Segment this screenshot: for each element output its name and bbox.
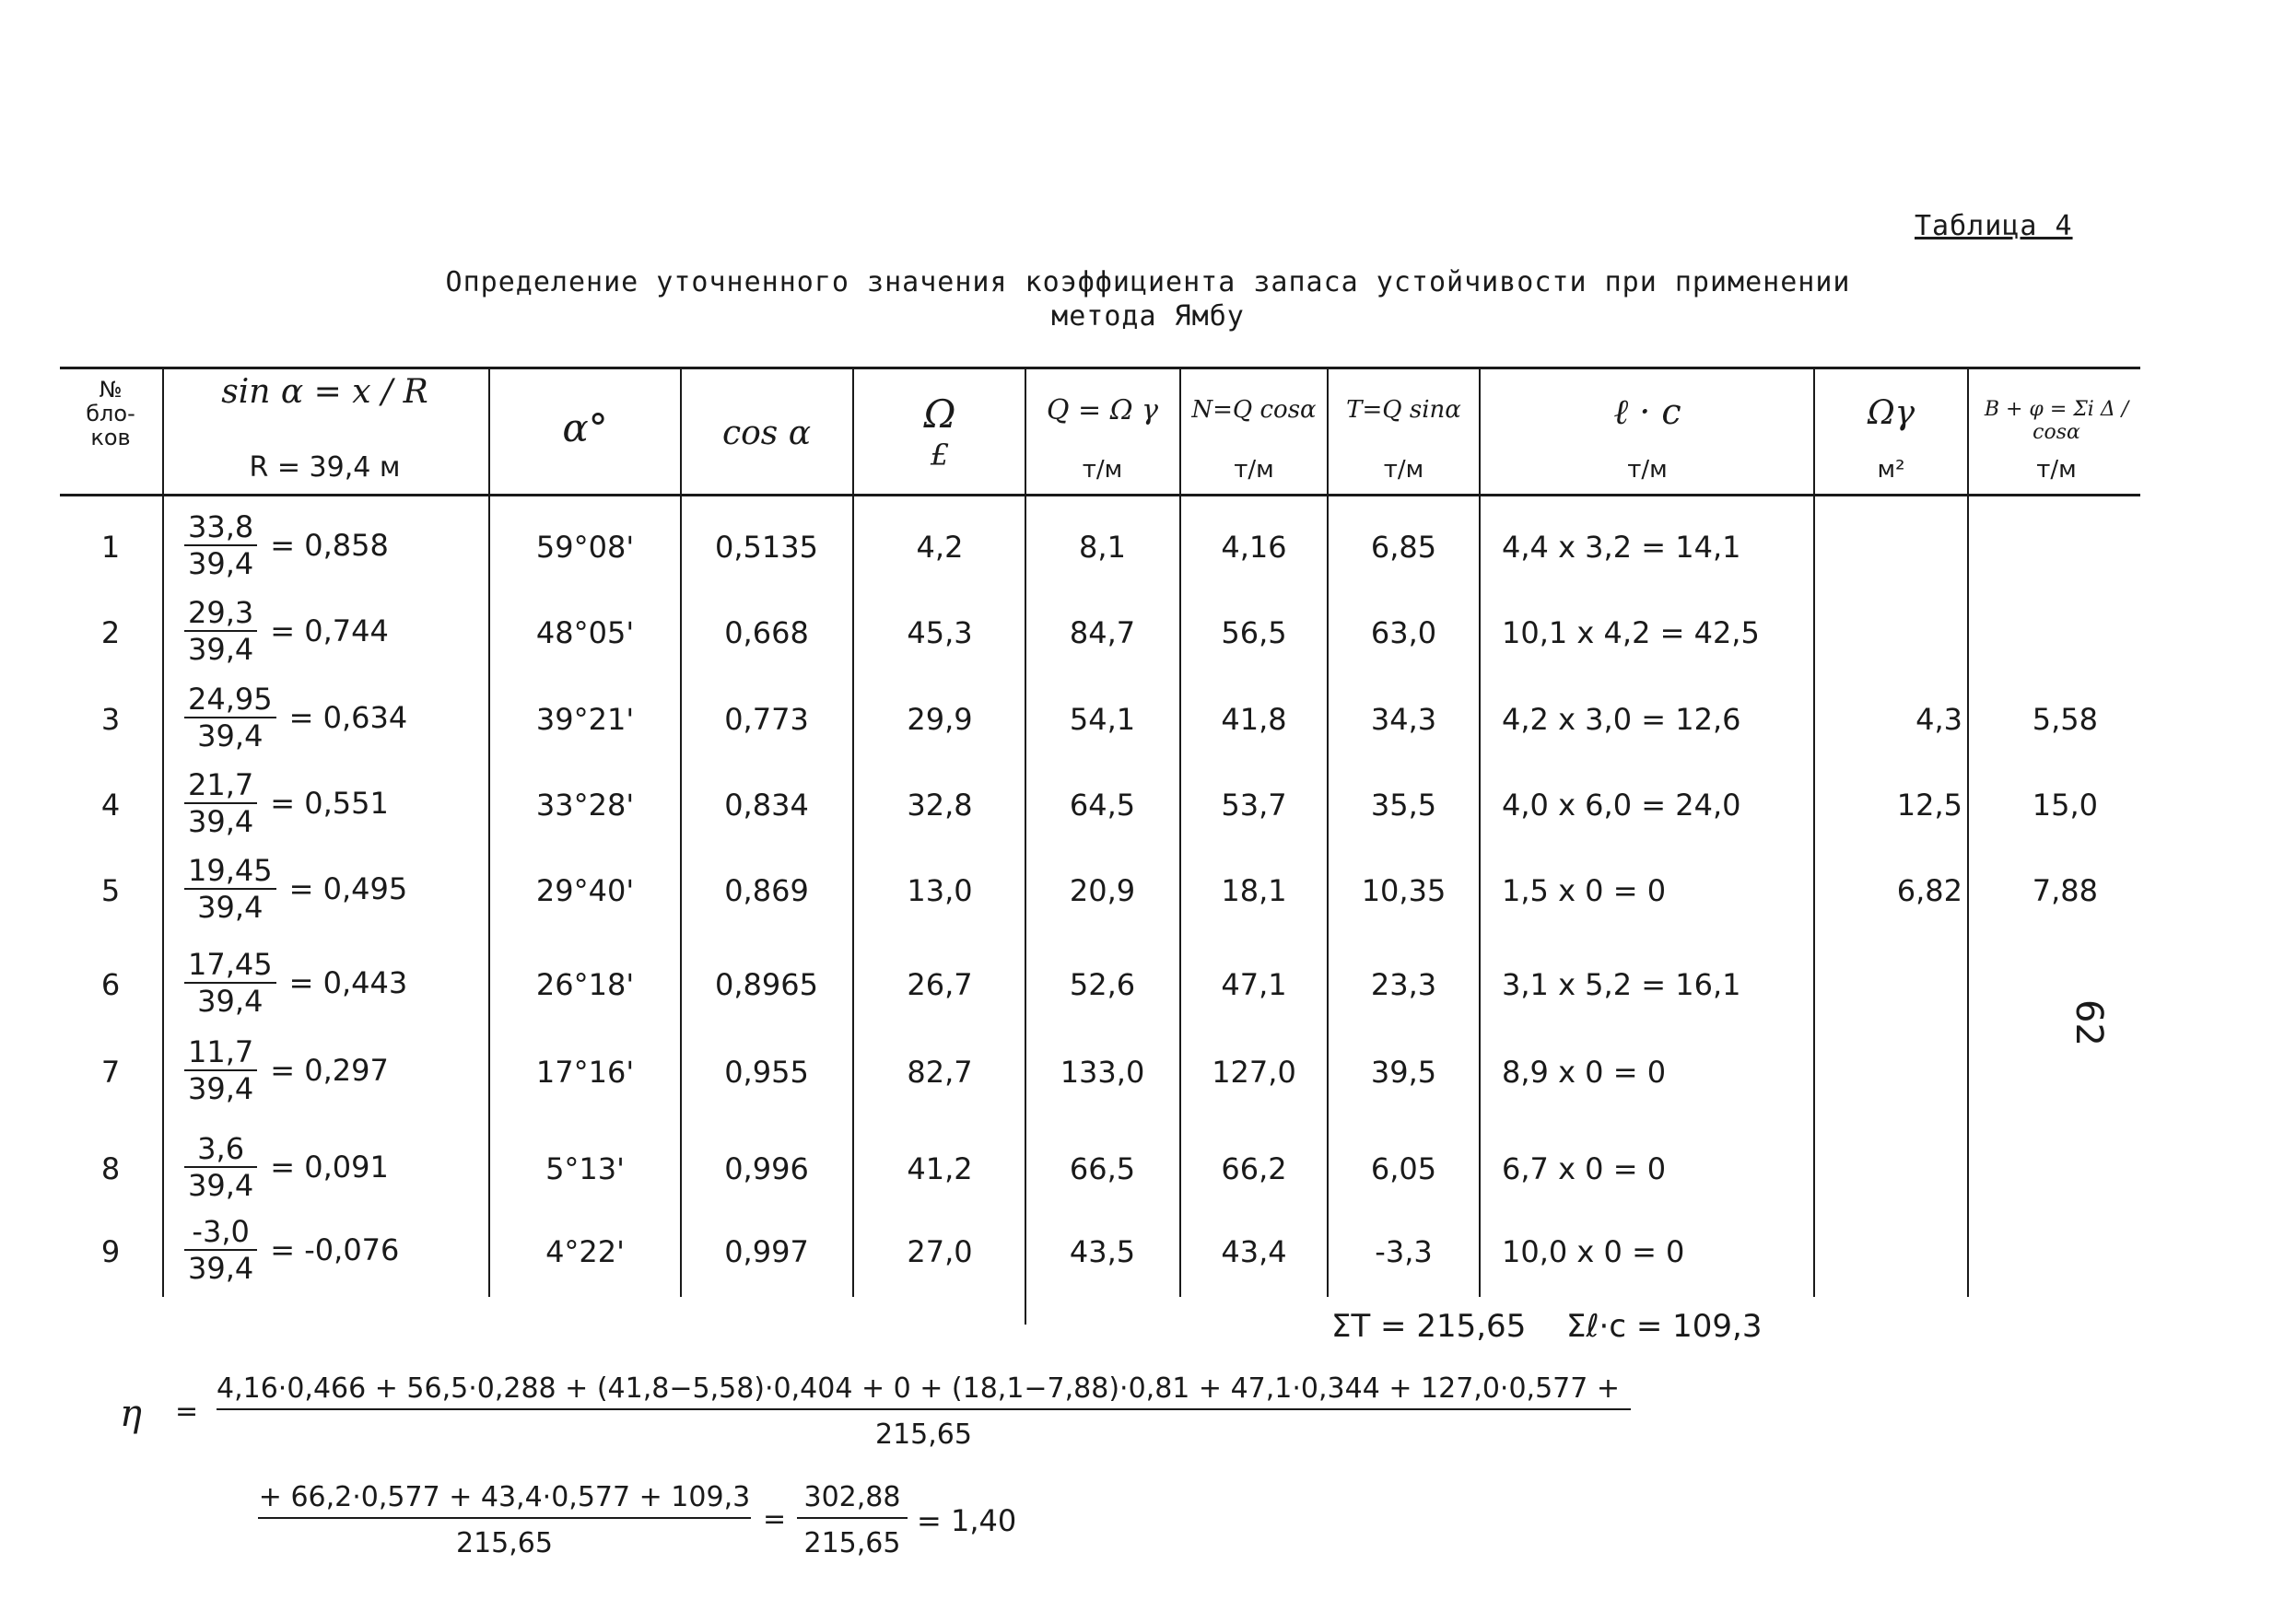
formula-denominator-1: 215,65	[875, 1418, 972, 1451]
col-divider	[1813, 367, 1815, 1297]
col-divider	[162, 367, 164, 1297]
sin-numerator: 19,45	[184, 853, 276, 890]
formula-numerator-2: + 66,2·0,577 + 43,4·0,577 + 109,3	[258, 1481, 751, 1519]
sin-value: = 0,297	[270, 1053, 389, 1088]
sin-denominator: 39,4	[188, 632, 254, 667]
sin-denominator: 39,4	[197, 890, 264, 925]
header-radius: R = 39,4 м	[249, 451, 401, 484]
sin-fraction	[184, 1034, 257, 1106]
cell-omega: 29,9	[907, 702, 973, 737]
sin-numerator: -3,0	[184, 1214, 257, 1251]
cell-og: 4,3	[1915, 702, 1962, 737]
sin-fraction	[184, 682, 276, 753]
formula-eq-2: =	[763, 1503, 787, 1535]
sin-fraction	[184, 853, 276, 925]
sin-denominator: 39,4	[188, 1251, 254, 1286]
sin-numerator: 3,6	[184, 1131, 257, 1168]
cell-lc: 10,0 x 0 = 0	[1502, 1234, 1685, 1269]
sin-value: = 0,091	[270, 1150, 389, 1185]
cell-nq: 66,2	[1221, 1151, 1287, 1186]
cell-n: 8	[100, 1151, 121, 1186]
cell-nq: 47,1	[1221, 967, 1287, 1002]
sin-denominator: 39,4	[188, 546, 254, 581]
cell-t: 10,35	[1361, 873, 1447, 908]
header-n-unit: т/м	[1234, 456, 1274, 484]
cell-omega: 13,0	[907, 873, 973, 908]
col-divider	[1967, 367, 1969, 1297]
header-block-number: № бло- ков	[86, 377, 135, 450]
formula-result: = 1,40	[917, 1503, 1017, 1538]
header-n: N=Q cosα	[1191, 396, 1317, 424]
header-lc: ℓ · c	[1613, 391, 1681, 432]
header-omega-sub: £	[930, 438, 950, 473]
table-title: Определение уточненного значения коэффициента запаса устойчивости при применении	[445, 266, 1851, 298]
cell-n: 9	[100, 1234, 121, 1269]
cell-t: 35,5	[1370, 788, 1437, 823]
sin-numerator: 33,8	[184, 509, 257, 546]
cell-nq: 41,8	[1221, 702, 1287, 737]
cell-n: 6	[100, 967, 121, 1002]
cell-lc: 3,1 x 5,2 = 16,1	[1502, 967, 1741, 1002]
cell-omega: 41,2	[907, 1151, 973, 1186]
cell-t: 6,05	[1370, 1151, 1437, 1186]
cell-cos: 0,773	[724, 702, 809, 737]
cell-t: 39,5	[1370, 1055, 1437, 1090]
cell-t: -3,3	[1375, 1234, 1433, 1269]
cell-omega: 82,7	[907, 1055, 973, 1090]
cell-n: 3	[100, 702, 121, 737]
cell-n: 7	[100, 1055, 121, 1090]
sin-fraction	[184, 595, 257, 667]
header-q-unit: т/м	[1082, 456, 1123, 484]
sin-value: = 0,551	[270, 786, 389, 821]
cell-q: 54,1	[1069, 702, 1136, 737]
cell-b: 15,0	[2032, 788, 2098, 823]
cell-cos: 0,955	[724, 1055, 809, 1090]
cell-q: 64,5	[1069, 788, 1136, 823]
cell-nq: 18,1	[1221, 873, 1287, 908]
cell-omega: 32,8	[907, 788, 973, 823]
cell-alpha: 26°18'	[535, 967, 635, 1002]
col-divider	[488, 367, 490, 1297]
sin-value: = 0,443	[288, 965, 408, 1000]
cell-t: 34,3	[1370, 702, 1437, 737]
sin-denominator: 39,4	[197, 718, 264, 753]
sin-fraction	[184, 947, 276, 1019]
sin-numerator: 29,3	[184, 595, 257, 632]
header-omega: Ω	[923, 391, 956, 437]
cell-b: 7,88	[2032, 873, 2098, 908]
page-number: 62	[2068, 999, 2110, 1046]
cell-t: 6,85	[1370, 530, 1437, 565]
sin-numerator: 17,45	[184, 947, 276, 984]
sin-fraction	[184, 1131, 257, 1203]
header-b-phi-unit: т/м	[2036, 456, 2077, 484]
cell-omega: 45,3	[907, 615, 973, 650]
cell-cos: 0,869	[724, 873, 809, 908]
cell-alpha: 5°13'	[545, 1151, 625, 1186]
formula-result-numerator: 302,88	[797, 1481, 908, 1519]
sin-denominator: 39,4	[197, 984, 264, 1019]
header-omega-gamma-unit: м²	[1877, 456, 1905, 484]
cell-og: 12,5	[1896, 788, 1962, 823]
cell-cos: 0,834	[724, 788, 809, 823]
cell-b: 5,58	[2032, 702, 2098, 737]
cell-sin	[184, 853, 407, 925]
cell-n: 5	[100, 873, 121, 908]
header-q: Q = Ω γ	[1046, 394, 1159, 426]
header-omega-gamma: Ωγ	[1867, 394, 1915, 432]
sin-value: = 0,858	[270, 528, 389, 563]
cell-cos: 0,996	[724, 1151, 809, 1186]
cell-alpha: 59°08'	[535, 530, 635, 565]
cell-lc: 1,5 x 0 = 0	[1502, 873, 1667, 908]
cell-lc: 4,4 x 3,2 = 14,1	[1502, 530, 1741, 565]
cell-n: 4	[100, 788, 121, 823]
cell-n: 2	[100, 615, 121, 650]
cell-sin	[184, 1214, 399, 1286]
cell-alpha: 39°21'	[535, 702, 635, 737]
cell-sin	[184, 767, 389, 839]
sin-fraction	[184, 509, 257, 581]
cell-alpha: 29°40'	[535, 873, 635, 908]
cell-alpha: 4°22'	[545, 1234, 625, 1269]
cell-q: 8,1	[1079, 530, 1126, 565]
sin-fraction	[184, 1214, 257, 1286]
header-t: T=Q sinα	[1346, 396, 1461, 424]
cell-nq: 43,4	[1221, 1234, 1287, 1269]
cell-q: 43,5	[1069, 1234, 1136, 1269]
formula-result-denominator: 215,65	[803, 1527, 901, 1559]
sin-numerator: 24,95	[184, 682, 276, 718]
col-divider	[680, 367, 682, 1297]
cell-lc: 8,9 x 0 = 0	[1502, 1055, 1667, 1090]
cell-cos: 0,8965	[715, 967, 818, 1002]
formula-eq: =	[175, 1395, 199, 1428]
cell-omega: 26,7	[907, 967, 973, 1002]
table-subtitle: метода Ямбу	[1051, 300, 1245, 333]
table-header-rule	[60, 494, 2140, 496]
formula-denominator-2: 215,65	[456, 1527, 553, 1559]
cell-alpha: 33°28'	[535, 788, 635, 823]
cell-cos: 0,5135	[715, 530, 818, 565]
sin-numerator: 11,7	[184, 1034, 257, 1071]
cell-omega: 4,2	[916, 530, 964, 565]
cell-cos: 0,668	[724, 615, 809, 650]
cell-nq: 127,0	[1212, 1055, 1296, 1090]
col-divider	[1479, 367, 1481, 1297]
sum-lc: Σℓ·c = 109,3	[1566, 1308, 1763, 1345]
header-sin: sin α = x / R	[221, 373, 428, 411]
sin-denominator: 39,4	[188, 1168, 254, 1203]
header-alpha: α°	[562, 405, 608, 450]
cell-lc: 4,0 x 6,0 = 24,0	[1502, 788, 1741, 823]
cell-lc: 6,7 x 0 = 0	[1502, 1151, 1667, 1186]
sin-fraction	[184, 767, 257, 839]
table-top-rule	[60, 367, 2140, 369]
sum-t: ΣT = 215,65	[1331, 1308, 1527, 1345]
cell-alpha: 48°05'	[535, 615, 635, 650]
cell-t: 23,3	[1370, 967, 1437, 1002]
cell-sin	[184, 682, 407, 753]
sin-numerator: 21,7	[184, 767, 257, 804]
cell-q: 52,6	[1069, 967, 1136, 1002]
cell-t: 63,0	[1370, 615, 1437, 650]
sin-value: = 0,495	[288, 871, 408, 906]
sin-denominator: 39,4	[188, 1071, 254, 1106]
cell-q: 84,7	[1069, 615, 1136, 650]
header-b-phi: B + φ = Σi Δ / cosα	[1984, 398, 2129, 444]
cell-sin	[184, 1131, 389, 1203]
cell-og: 6,82	[1896, 873, 1962, 908]
cell-cos: 0,997	[724, 1234, 809, 1269]
col-divider	[852, 367, 854, 1297]
cell-alpha: 17°16'	[535, 1055, 635, 1090]
header-t-unit: т/м	[1383, 456, 1424, 484]
cell-q: 66,5	[1069, 1151, 1136, 1186]
cell-nq: 4,16	[1221, 530, 1287, 565]
formula-numerator-1: 4,16·0,466 + 56,5·0,288 + (41,8−5,58)·0,404 + 0 + (18,1−7,88)·0,81 + 47,1·0,344 + 127,0·0,577 +	[217, 1372, 1631, 1410]
cell-nq: 53,7	[1221, 788, 1287, 823]
cell-sin	[184, 595, 389, 667]
sin-denominator: 39,4	[188, 804, 254, 839]
sin-value: = 0,744	[270, 613, 389, 648]
header-lc-unit: т/м	[1627, 456, 1668, 484]
table-label: Таблица 4	[1915, 210, 2073, 242]
cell-sin	[184, 509, 389, 581]
sin-value: = 0,634	[288, 700, 408, 735]
cell-q: 133,0	[1060, 1055, 1145, 1090]
formula-lhs: η	[120, 1393, 142, 1435]
cell-lc: 4,2 x 3,0 = 12,6	[1502, 702, 1741, 737]
cell-nq: 56,5	[1221, 615, 1287, 650]
sin-value: = -0,076	[270, 1232, 400, 1267]
cell-lc: 10,1 x 4,2 = 42,5	[1502, 615, 1760, 650]
cell-sin	[184, 947, 407, 1019]
cell-sin	[184, 1034, 389, 1106]
header-cos: cos α	[721, 414, 812, 452]
cell-omega: 27,0	[907, 1234, 973, 1269]
cell-n: 1	[100, 530, 121, 565]
cell-q: 20,9	[1069, 873, 1136, 908]
